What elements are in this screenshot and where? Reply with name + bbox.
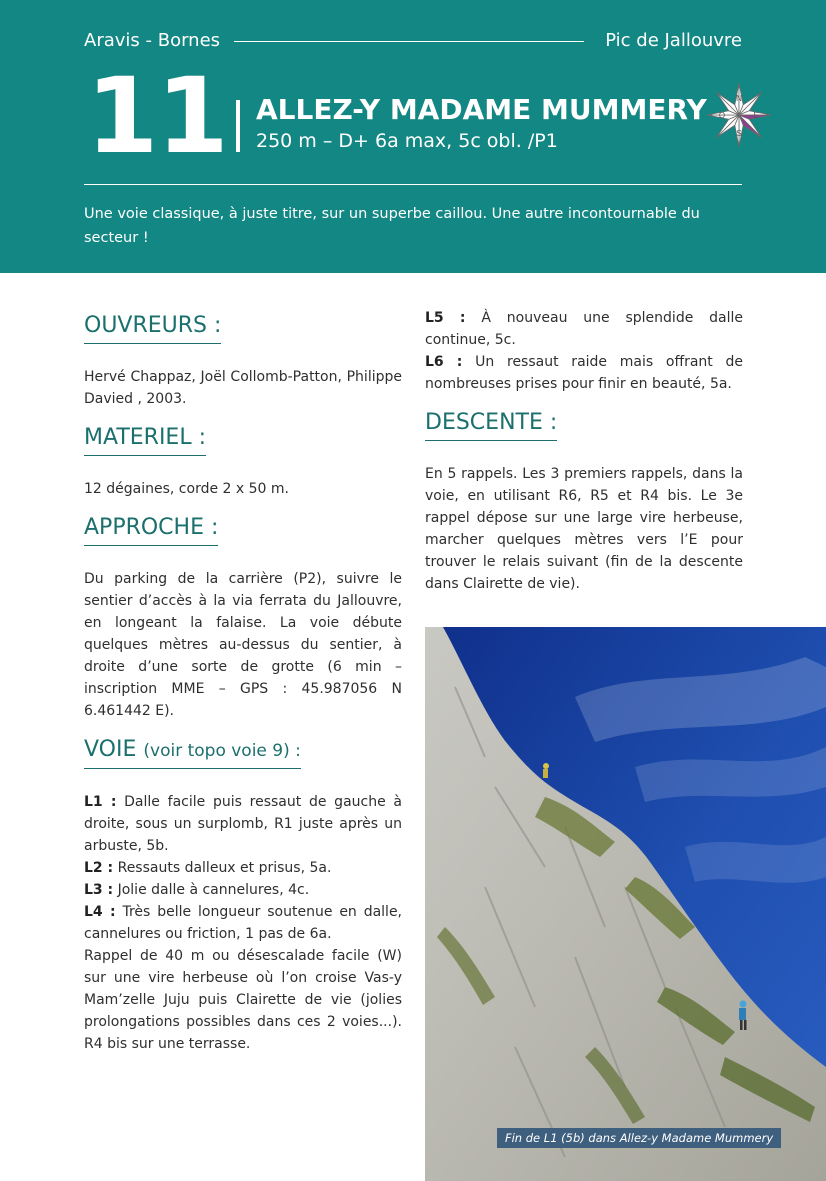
pitch-l4: L4 : Très belle longueur soutenue en dalle, cannelures ou friction, 1 pas de 6a. <box>84 904 403 942</box>
compass-rose-icon <box>704 80 774 150</box>
voie-title: VOIE <box>84 737 137 762</box>
compass-n: N <box>736 94 742 103</box>
ouvreurs-text: Hervé Chappaz, Joël Collomb-Patton, Philippe Davied , 2003. <box>84 369 402 407</box>
photo-illustration <box>425 627 826 1181</box>
pitch-l6: L6 : Un ressaut raide mais offrant de nombreuses prises pour finir en beauté, 5a. <box>425 354 744 392</box>
route-intro: Une voie classique, à juste titre, sur un superbe caillou. Une autre incontournable du secteur ! <box>84 206 700 246</box>
pitch-l1: L1 : Dalle facile puis ressaut de gauche à droite, sous un surplomb, R1 juste après un arbuste, 5b. <box>84 794 403 854</box>
section-title-ouvreurs: OUVREURS : <box>84 312 221 344</box>
photo-caption: Fin de L1 (5b) dans Allez-y Madame Mummery <box>497 1128 781 1148</box>
route-specs: 250 m – D+ 6a max, 5c obl. /P1 <box>256 130 558 152</box>
route-name: ALLEZ-Y MADAME MUMMERY <box>256 93 707 126</box>
summit-label: Pic de Jallouvre <box>605 30 742 51</box>
page-header <box>0 0 826 273</box>
header-topbar <box>84 30 742 54</box>
pitch-l3: L3 : Jolie dalle à cannelures, 4c. <box>84 882 310 898</box>
left-column <box>84 312 402 1055</box>
approche-text: Du parking de la carrière (P2), suivre le sentier d’accès à la via ferrata du Jallouvre, en longeant la falaise. La voie débute quelques mètres au-dessus du sentier, à droite d’une sorte de grotte (6 min – inscription MME – GPS : 45.987056 N 6.461442 E). <box>84 571 402 719</box>
compass-s: S <box>736 129 742 138</box>
climbing-photo <box>425 627 826 1181</box>
compass-o: O <box>718 111 726 120</box>
header-divider <box>84 184 742 185</box>
descente-text: En 5 rappels. Les 3 premiers rappels, dans la voie, en utilisant R6, R5 et R4 bis. Le 3e rappel dépose sur une large vire herbeuse, marcher quelques mètres vers l’E pour trouver le relais suivant (fin de la descente dans Clairette de vie). <box>425 466 743 592</box>
route-number: 11 <box>86 55 227 177</box>
region-label: Aravis - Bornes <box>84 30 221 51</box>
pitch-l2: L2 : Ressauts dalleux et prisus, 5a. <box>84 860 332 876</box>
voie-title-note: (voir topo voie 9) : <box>143 741 301 761</box>
header-rule <box>234 41 584 42</box>
right-column <box>425 307 743 595</box>
pitch-l5: L5 : À nouveau une splendide dalle continue, 5c. <box>425 310 744 348</box>
title-separator <box>236 100 240 152</box>
section-title-voie <box>84 736 301 769</box>
compass-e: E <box>753 111 759 120</box>
voie-note: Rappel de 40 m ou désescalade facile (W) sur une vire herbeuse où l’on croise Vas-y Mam’zelle Juju puis Clairette de vie (jolies prolongations possibles dans ces 2 voies...). R4 bis sur une terrasse. <box>84 948 402 1052</box>
materiel-text: 12 dégaines, corde 2 x 50 m. <box>84 481 289 497</box>
section-title-descente: DESCENTE : <box>425 409 557 441</box>
section-title-approche: APPROCHE : <box>84 514 218 546</box>
section-title-materiel: MATERIEL : <box>84 424 206 456</box>
